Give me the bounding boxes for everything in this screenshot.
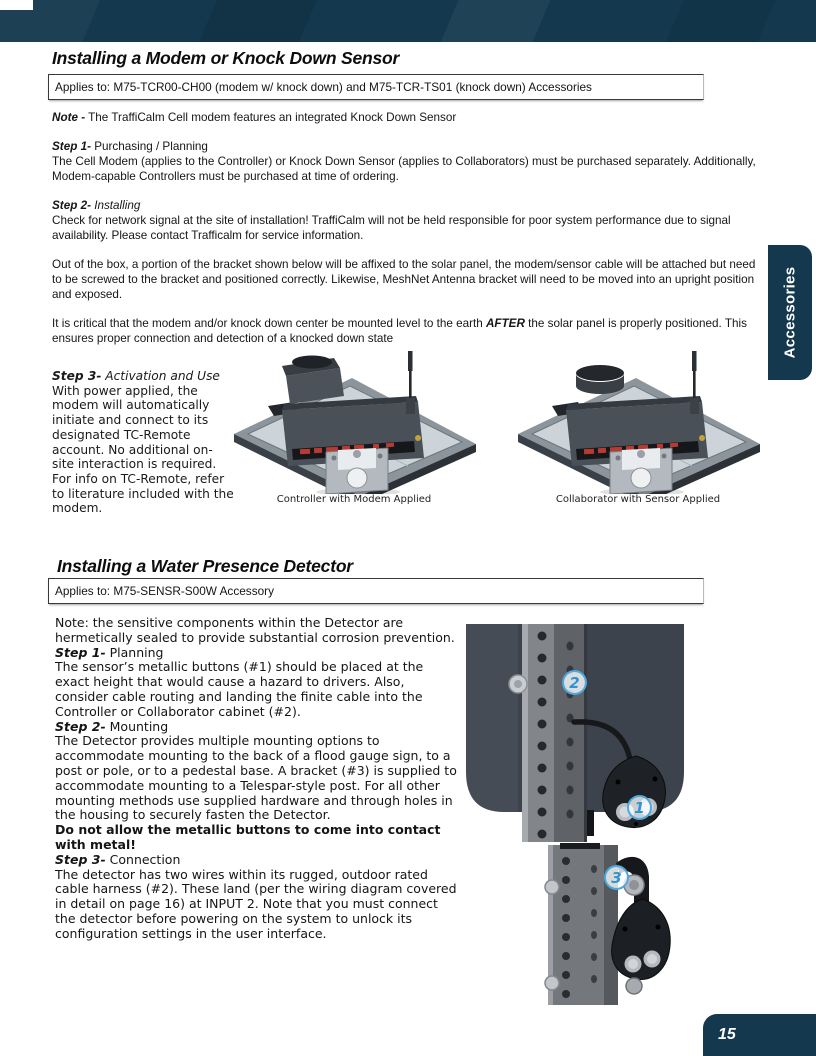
s2-step3-body: The detector has two wires within its rugged, outdoor rated cable harness (#2). These land (per the wiring diagram covered in detail on page 16) at INPUT 2. Note that you must connect the detector before powering on the system to unlock its configuration settings in the user interface. [55,866,457,941]
caption-controller-modem: Controller with Modem Applied [276,494,432,505]
solar-assembly-illustration [228,346,480,494]
side-tab-label: Accessories [781,266,799,359]
callout-3-badge: 3 [604,865,629,890]
header-notch [0,0,33,10]
section1-applies-box [48,74,704,100]
section1-title: Installing a Modem or Knock Down Sensor [52,48,400,68]
s2-step1-heading: Step 1- Planning [55,644,164,660]
paragraph-critical: It is critical that the modem and/or knock down center be mounted level to the earth AFTER the solar panel is properly positioned. This ensures proper connection and detection of a knocked down state [52,317,747,345]
note-text: The TraffiCalm Cell modem features an integrated Knock Down Sensor [88,111,457,124]
metal-warning: Do not allow the metallic buttons to come into contact with metal! [55,822,441,852]
controller-modem-figure [228,346,480,494]
after-emphasis: AFTER [485,317,525,330]
page-number: 15 [718,1026,736,1043]
section1-step3 [52,369,234,516]
step3-body: With power applied, the modem will automatically initiate and connect to its designated TC-Remote account. No additional on-site interaction is required. For info on TC-Remote, refer to literature included with the modem. [52,383,234,516]
section2-title: Installing a Water Presence Detector [57,556,353,576]
section2-applies-text: Applies to: M75-SENSR-S00W Accessory [55,584,274,598]
detector-sign-illustration [458,624,690,842]
detector-sign-figure [458,624,690,842]
solar-assembly-illustration [512,346,764,494]
section1-applies-text: Applies to: M75-TCR00-CH00 (modem w/ knock down) and M75-TCR-TS01 (knock down) Accessories [55,80,592,94]
section1-body [52,110,758,346]
accessories-side-tab [768,245,812,380]
step2-heading: Step 2- Installing [52,199,141,212]
callout-1-badge: 1 [627,795,652,820]
callout-2-badge: 2 [562,670,587,695]
section2-note: Note: the sensitive components within the Detector are hermetically sealed to provide substantial corrosion prevention. [55,615,455,645]
note-line [52,110,758,125]
s2-step2-body: The Detector provides multiple mounting options to accommodate mounting to the back of a flood gauge sign, to a post or pole, or to a pedestal base. A bracket (#3) is supplied to accommodate mounting to a Telespar-style post. For all other mounting methods use supplied hardware and through holes in the housing to securely fasten the Detector. [55,733,457,823]
caption-collaborator-sensor: Collaborator with Sensor Applied [555,494,721,505]
step1-heading: Step 1- Purchasing / Planning [52,140,208,153]
step1-body: The Cell Modem (applies to the Controller) or Knock Down Sensor (applies to Collaborators) must be purchased separately. Additionally, Modem-capable Controllers must be purchased at time of ordering. [52,155,756,183]
s2-step3-heading: Step 3- Connection [55,851,181,867]
section2-body [55,616,461,942]
s2-step2-heading: Step 2- Mounting [55,718,169,734]
paragraph-out-of-box: Out of the box, a portion of the bracket shown below will be affixed to the solar panel, the modem/sensor cable will be attached but need to be screwed to the bracket and positioned correctly. Likewise, MeshNet Antenna bracket will need to be moved into an upright position and exposed. [52,258,756,301]
header-bar [0,0,816,42]
step3-heading: Step 3- Activation and Use [52,369,220,383]
collaborator-sensor-figure [512,346,764,494]
step2-body: Check for network signal at the site of installation! TraffiCalm will not be held responsible for poor system performance due to signal availability. Please contact Trafficalm for service information. [52,214,731,242]
s2-step1-body: The sensor’s metallic buttons (#1) should be placed at the exact height that would cause a hazard to drivers. Also, consider cable routing and landing the finite cable into the Controller or Collaborator cabinet (#2). [55,659,424,719]
section2-applies-box [48,578,704,604]
note-label: Note - [52,111,86,124]
page-number-box [703,1014,816,1056]
